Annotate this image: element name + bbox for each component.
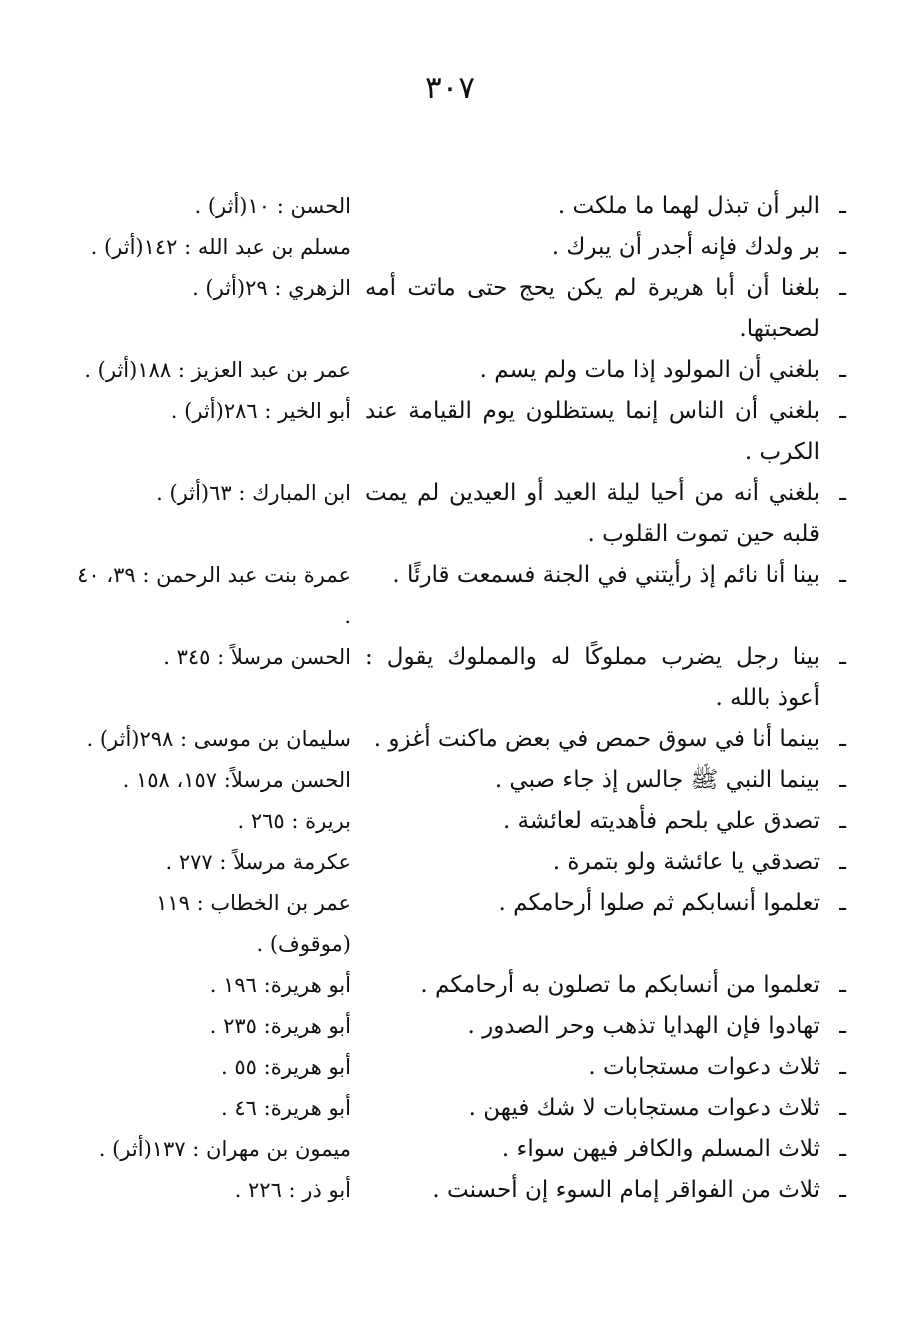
index-entry: [76, 1047, 846, 1088]
index-entry: [76, 883, 846, 965]
hadith-text: ـتصدقي يا عائشة ولو بتمرة .: [552, 849, 846, 875]
hadith-source: أبو الخير : ٢٨٦(أثر) .: [170, 399, 351, 423]
hadith-source: أبو هريرة: ٥٥ .: [221, 1055, 351, 1079]
hadith-text: ـتعلموا أنسابكم ثم صلوا أرحامكم .: [498, 890, 846, 916]
index-entry: [76, 473, 846, 555]
hadith-source: الحسن : ١٠(أثر) .: [194, 194, 351, 218]
hadith-text: ـبلغني أنه من أحيا ليلة العيد أو العيدين لم يمت قلبه حين تموت القلوب .: [365, 480, 846, 547]
hadith-source: الحسن مرسلاً: ١٥٧، ١٥٨ .: [122, 768, 351, 792]
index-entry: [76, 719, 846, 760]
hadith-text: ـتهادوا فإن الهدايا تذهب وحر الصدور .: [467, 1013, 846, 1039]
hadith-source: ميمون بن مهران : ١٣٧(أثر) .: [98, 1137, 351, 1161]
index-entry: [76, 801, 846, 842]
hadith-text: ـتصدق علي بلحم فأهديته لعائشة .: [502, 808, 846, 834]
hadith-text: ـثلاث المسلم والكافر فيهن سواء .: [501, 1136, 846, 1162]
hadith-text: ـبينما النبي ﷺ جالس إذ جاء صبي .: [494, 767, 846, 793]
page-number: ٣٠٧: [425, 70, 475, 106]
hadith-text: ـثلاث دعوات مستجابات لا شك فيهن .: [468, 1095, 846, 1121]
hadith-source: الزهري : ٢٩(أثر) .: [192, 276, 351, 300]
hadith-text: ـبينا أنا نائم إذ رأيتني في الجنة فسمعت قارئًا .: [392, 562, 846, 588]
index-entry: [76, 637, 846, 719]
index-entry: [76, 965, 846, 1006]
index-entry: [76, 268, 846, 350]
hadith-text: ـبينا رجل يضرب مملوكًا له والمملوك يقول : أعوذ بالله .: [365, 644, 846, 711]
hadith-source: أبو هريرة: ١٩٦ .: [209, 973, 351, 997]
index-entry: [76, 842, 846, 883]
hadith-text: ـبلغني أن المولود إذا مات ولم يسم .: [479, 357, 846, 383]
index-entry: [76, 760, 846, 801]
index-entry: [76, 1088, 846, 1129]
hadith-source: عمرة بنت عبد الرحمن : ٣٩، ٤٠ .: [77, 563, 351, 628]
hadith-source: عمر بن عبد العزيز : ١٨٨(أثر) .: [84, 358, 351, 382]
hadith-text: ـتعلموا من أنسابكم ما تصلون به أرحامكم .: [420, 972, 846, 998]
hadith-text: ـالبر أن تبذل لهما ما ملكت .: [557, 193, 846, 219]
index-entry: [76, 350, 846, 391]
index-entry: [76, 391, 846, 473]
index-entry: [76, 227, 846, 268]
hadith-source: عكرمة مرسلاً : ٢٧٧ .: [165, 850, 351, 874]
hadith-text: ـبلغني أن الناس إنما يستظلون يوم القيامة عند الكرب .: [365, 398, 846, 465]
hadith-index: [76, 186, 846, 1211]
hadith-text: ـبينما أنا في سوق حمص في بعض ماكنت أغزو .: [373, 726, 846, 752]
hadith-source: عمر بن الخطاب : ١١٩ (موقوف) .: [156, 891, 351, 956]
index-entry: [76, 1006, 846, 1047]
hadith-source: أبو هريرة: ٢٣٥ .: [209, 1014, 351, 1038]
hadith-source: أبو ذر : ٢٢٦ .: [234, 1178, 351, 1202]
hadith-text: ـثلاث من الفواقر إمام السوء إن أحسنت .: [432, 1177, 846, 1203]
hadith-source: بريرة : ٢٦٥ .: [237, 809, 351, 833]
hadith-text: ـبلغنا أن أبا هريرة لم يكن يحج حتى ماتت أمه لصحبتها.: [365, 275, 846, 342]
hadith-text: ـبر ولدك فإنه أجدر أن يبرك .: [551, 234, 846, 260]
hadith-text: ـثلاث دعوات مستجابات .: [588, 1054, 846, 1080]
index-entry: [76, 1170, 846, 1211]
index-entry: [76, 555, 846, 637]
hadith-source: أبو هريرة: ٤٦ .: [221, 1096, 351, 1120]
hadith-source: الحسن مرسلاً : ٣٤٥ .: [163, 645, 351, 669]
hadith-source: مسلم بن عبد الله : ١٤٢(أثر) .: [90, 235, 351, 259]
index-entry: [76, 1129, 846, 1170]
hadith-source: سليمان بن موسى : ٢٩٨(أثر) .: [86, 727, 351, 751]
hadith-source: ابن المبارك : ٦٣(أثر) .: [156, 481, 351, 505]
index-entry: [76, 186, 846, 227]
